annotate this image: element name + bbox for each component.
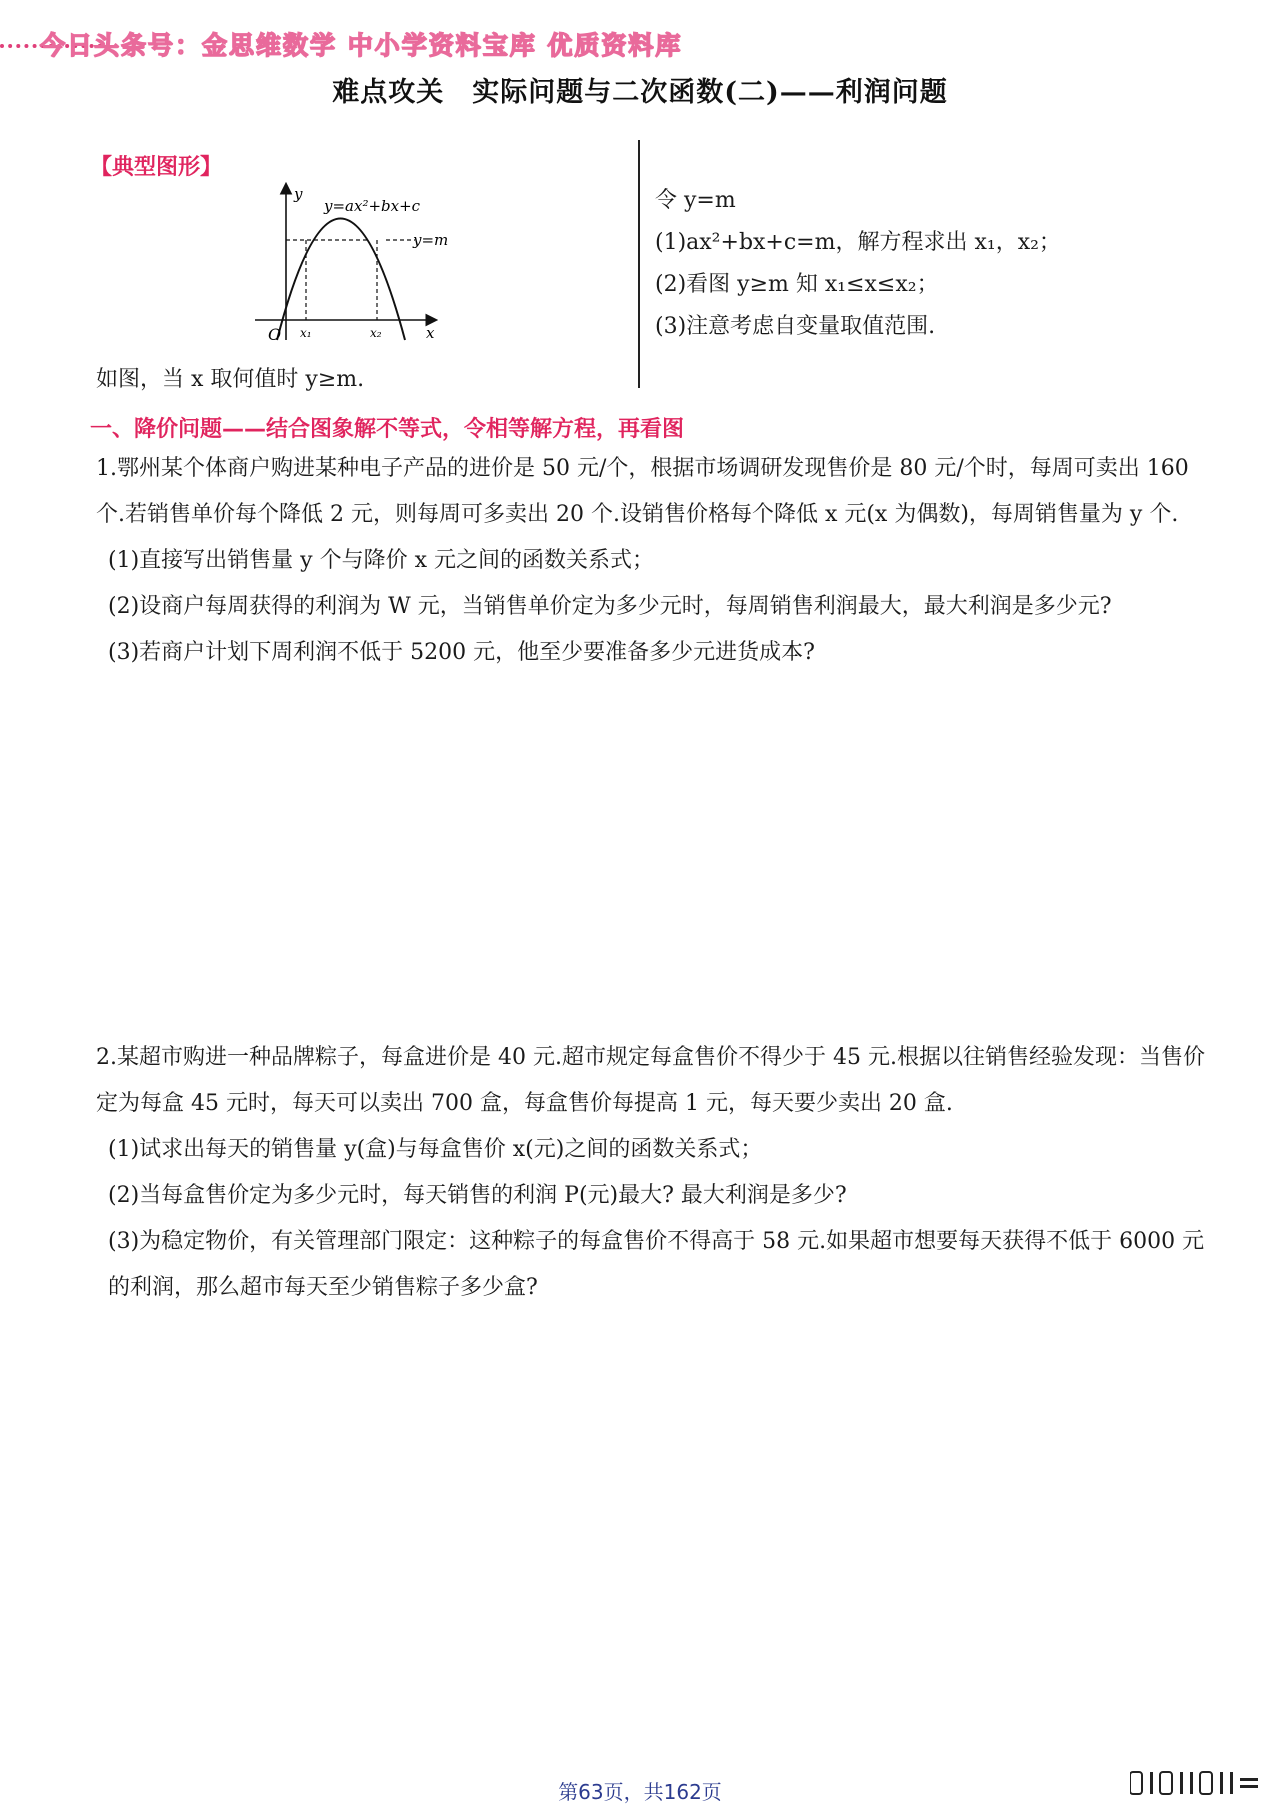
problem-1-q1: (1)直接写出销售量 y 个与降价 x 元之间的函数关系式； bbox=[108, 548, 654, 573]
y-axis-label: y bbox=[294, 185, 303, 203]
x2-label: x₂ bbox=[370, 326, 382, 340]
x1-label: x₁ bbox=[300, 326, 312, 340]
section-heading: 一、降价问题——结合图象解不等式，令相等解方程，再看图 bbox=[90, 417, 685, 442]
column-divider bbox=[638, 140, 640, 388]
curve-equation-label: y=ax²+bx+c bbox=[324, 197, 421, 215]
origin-label: O bbox=[268, 325, 282, 344]
problem-2-q3: (3)为稳定物价，有关管理部门限定：这种粽子的每盒售价不得高于 58 元.如果超市想要每天获得不低于 6000 元的利润，那么超市每天至少销售粽子多少盒? bbox=[108, 1229, 1205, 1300]
problem-1-stem: 1.鄂州某个体商户购进某种电子产品的进价是 50 元/个，根据市场调研发现售价是 80 元/个时，每周可卖出 160 个.若销售单价每个降低 2 元，则每周可多卖出 20 个.设销售价格每个降低 x 元(x 为偶数)，每周销售量为 y 个. bbox=[96, 456, 1189, 527]
problem-2 bbox=[96, 1035, 1206, 1311]
line-m-label: y=m bbox=[413, 231, 449, 249]
problem-2-q1: (1)试求出每天的销售量 y(盒)与每盒售价 x(元)之间的函数关系式； bbox=[108, 1137, 763, 1162]
step-3: (3)注意考虑自变量取值范围. bbox=[655, 314, 936, 339]
page-counter: 第63页，共162页 bbox=[558, 1780, 722, 1804]
page-title: 难点攻关 实际问题与二次函数(二)——利润问题 bbox=[332, 77, 948, 108]
parabola-graph bbox=[250, 175, 450, 345]
problem-1-q2: (2)设商户每周获得的利润为 W 元，当销售单价定为多少元时，每周销售利润最大，最大利润是多少元? bbox=[108, 594, 1112, 619]
typical-figure-tag: 【典型图形】 bbox=[90, 155, 223, 180]
step-2: (2)看图 y≥m 知 x₁≤x≤x₂； bbox=[655, 272, 939, 297]
watermark: 今日头条号：金思维数学 中小学资料宝库 优质资料库 bbox=[40, 31, 683, 60]
step-1: (1)ax²+bx+c=m，解方程求出 x₁，x₂； bbox=[655, 230, 1061, 255]
parabola-curve bbox=[277, 219, 405, 341]
step-0: 令 y=m bbox=[655, 188, 736, 213]
solution-steps bbox=[655, 180, 1061, 348]
problem-2-q2: (2)当每盒售价定为多少元时，每天销售的利润 P(元)最大? 最大利润是多少? bbox=[108, 1183, 847, 1208]
problem-1 bbox=[96, 446, 1206, 676]
graph-question: 如图，当 x 取何值时 y≥m. bbox=[96, 367, 365, 392]
x-axis-label: x bbox=[426, 324, 435, 342]
barcode-icon bbox=[1130, 1770, 1260, 1796]
problem-1-q3: (3)若商户计划下周利润不低于 5200 元，他至少要准备多少元进货成本? bbox=[108, 640, 815, 665]
problem-2-stem: 2.某超市购进一种品牌粽子，每盒进价是 40 元.超市规定每盒售价不得少于 45 元.根据以往销售经验发现：当售价定为每盒 45 元时，每天可以卖出 700 盒，每盒售价每提高 1 元，每天要少卖出 20 盒. bbox=[96, 1045, 1205, 1116]
